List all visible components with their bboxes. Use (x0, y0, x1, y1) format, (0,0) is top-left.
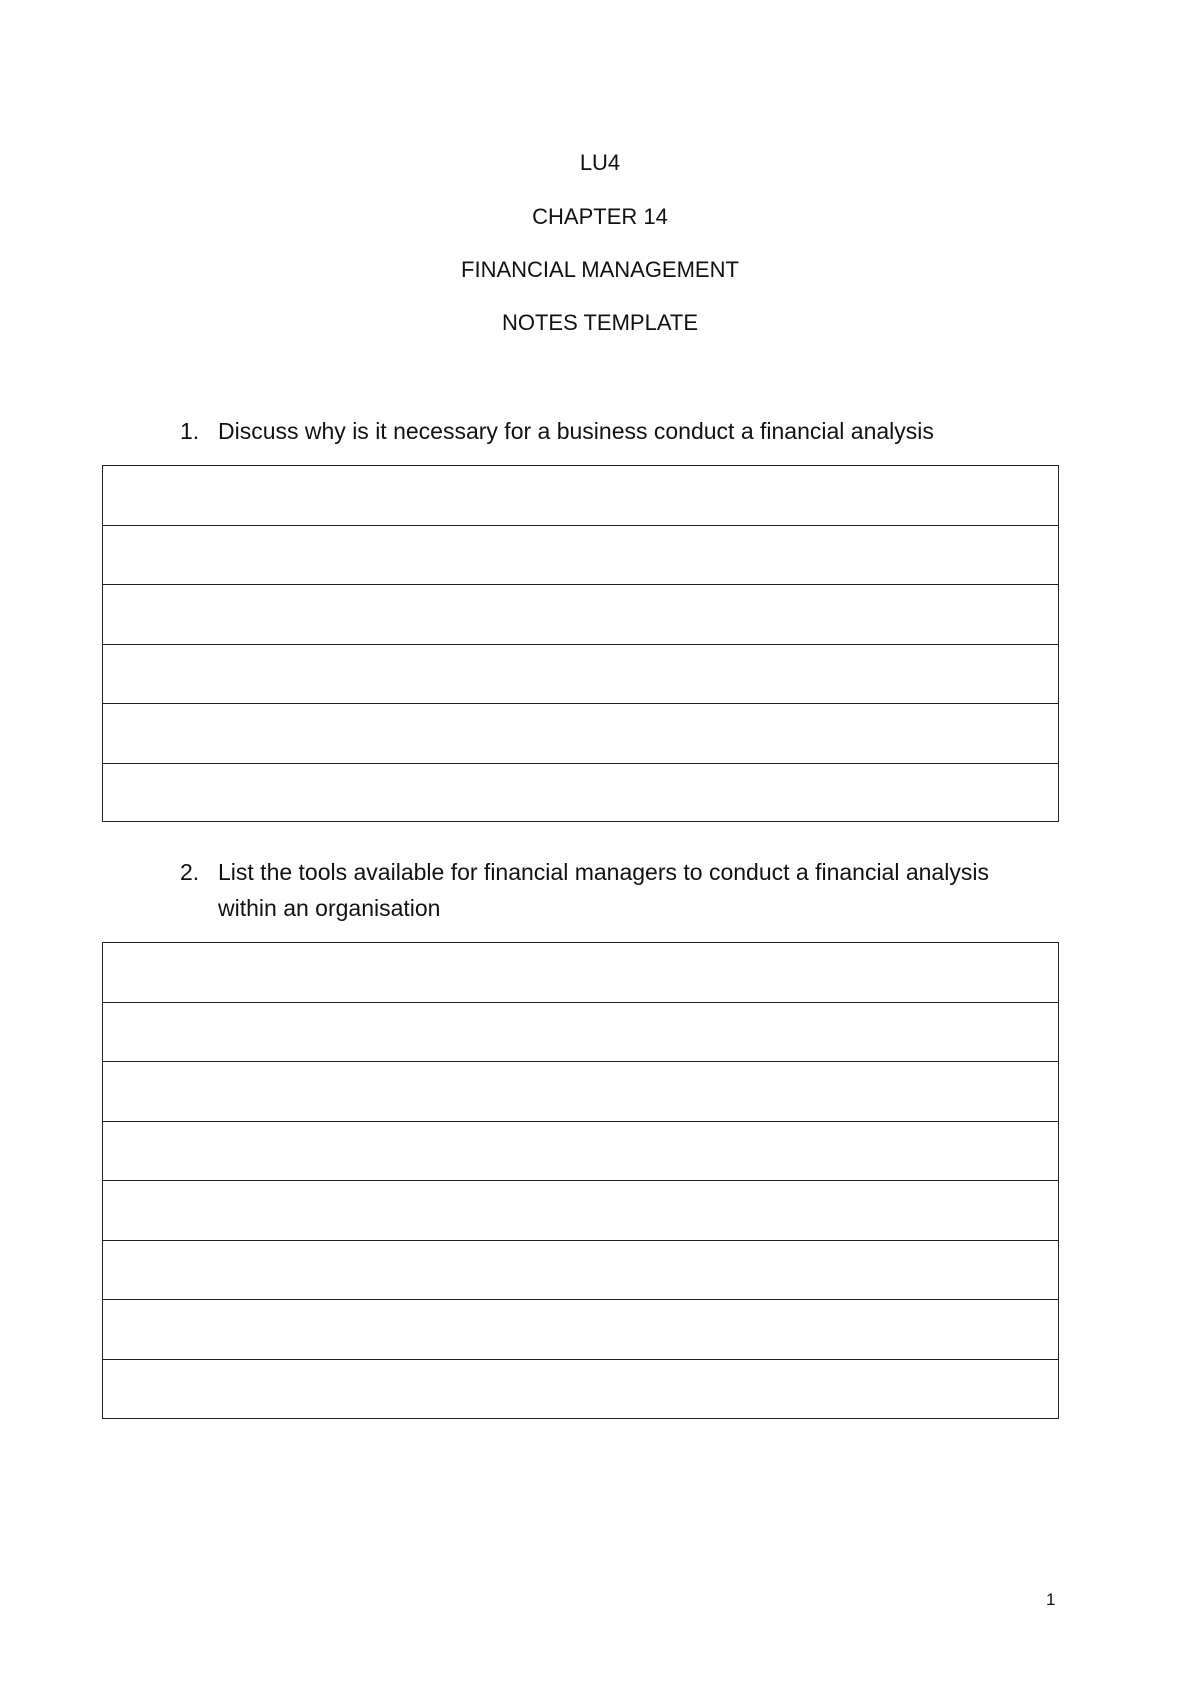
answer-row[interactable] (103, 764, 1058, 824)
answer-table-1 (102, 465, 1059, 822)
page-number: 1 (1046, 1590, 1056, 1609)
answer-table-2 (102, 942, 1059, 1419)
chapter-title: CHAPTER 14 (532, 204, 668, 229)
question-1-text: Discuss why is it necessary for a business conduct a financial analysis (218, 418, 934, 444)
answer-row[interactable] (103, 466, 1058, 526)
answer-row[interactable] (103, 585, 1058, 645)
template-title: NOTES TEMPLATE (501, 310, 698, 335)
question-2-number: 2. (180, 859, 200, 885)
answer-row[interactable] (103, 1241, 1058, 1301)
question-2 (180, 854, 1040, 926)
answer-row[interactable] (103, 1122, 1058, 1182)
answer-row[interactable] (103, 1300, 1058, 1360)
answer-row[interactable] (103, 645, 1058, 705)
answer-row[interactable] (103, 1003, 1058, 1063)
question-1-number: 1. (180, 418, 200, 444)
subject-title: FINANCIAL MANAGEMENT (461, 257, 739, 282)
question-1 (180, 413, 1040, 449)
answer-row[interactable] (103, 1062, 1058, 1122)
answer-row[interactable] (103, 704, 1058, 764)
answer-row[interactable] (103, 943, 1058, 1003)
answer-row[interactable] (103, 1360, 1058, 1420)
answer-row[interactable] (103, 526, 1058, 586)
unit-title: LU4 (579, 150, 621, 175)
question-2-text: List the tools available for financial managers to conduct a financial analysis within an organisation (218, 859, 989, 921)
answer-row[interactable] (103, 1181, 1058, 1241)
